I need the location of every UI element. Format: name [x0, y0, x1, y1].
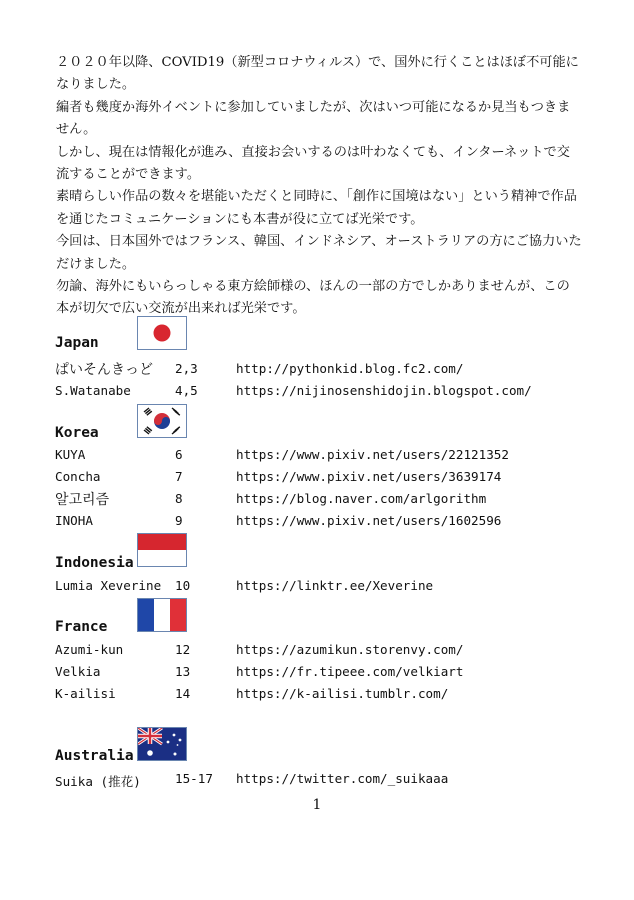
artist-url-link[interactable]: https://www.pixiv.net/users/3639174 — [236, 469, 502, 484]
artist-name: Velkia — [55, 664, 101, 679]
artist-url-link[interactable]: https://twitter.com/_suikaaa — [236, 771, 449, 786]
intro-paragraph: 今回は、日本国外ではフランス、韓国、インドネシア、オーストラリアの方にご協力いただけました。 — [56, 234, 582, 272]
list-item — [55, 361, 595, 382]
artist-name: INOHA — [55, 513, 93, 528]
artist-url-link[interactable]: https://nijinosenshidojin.blogspot.com/ — [236, 383, 532, 398]
artist-name: KUYA — [55, 447, 86, 462]
australia-flag-icon — [137, 727, 187, 761]
page-range: 4,5 — [175, 383, 198, 398]
list-item — [55, 513, 595, 534]
artist-url-link[interactable]: https://www.pixiv.net/users/1602596 — [236, 513, 502, 528]
page-range: 10 — [175, 578, 191, 593]
artist-url-link[interactable]: https://azumikun.storenvy.com/ — [236, 642, 464, 657]
intro-paragraph: 編者も幾度か海外イベントに参加していましたが、次はいつ可能になるか見当もつきません。 — [56, 99, 571, 138]
indonesia-flag-icon — [137, 533, 187, 567]
page-range: 14 — [175, 686, 191, 701]
section-heading-france: France — [55, 619, 108, 635]
list-item — [55, 491, 595, 512]
artist-url-link[interactable]: https://k-ailisi.tumblr.com/ — [236, 686, 449, 701]
artist-name: Concha — [55, 469, 101, 484]
artist-url-link[interactable]: https://blog.naver.com/arlgorithm — [236, 491, 487, 506]
list-item — [55, 469, 595, 490]
artist-url-link[interactable]: https://fr.tipeee.com/velkiart — [236, 664, 464, 679]
list-item — [55, 771, 595, 792]
page-range: 13 — [175, 664, 191, 679]
korea-flag-icon — [137, 404, 187, 438]
artist-name: ぱいそんきっど — [55, 362, 153, 378]
page-number: 1 — [312, 797, 322, 813]
list-item — [55, 686, 595, 707]
page-range: 9 — [175, 513, 183, 528]
list-item — [55, 664, 595, 685]
artist-url-link[interactable]: https://linktr.ee/Xeverine — [236, 578, 434, 593]
section-heading-japan: Japan — [55, 335, 99, 351]
intro-paragraph: 勿論、海外にもいらっしゃる東方絵師様の、ほんの一部の方でしかありませんが、この本が切欠で広い交流が出来れば光栄です。 — [56, 279, 570, 317]
artist-name: Lumia Xeverine — [55, 578, 162, 593]
france-flag-icon — [137, 598, 187, 632]
artist-name: K-ailisi — [55, 686, 116, 701]
page-range: 8 — [175, 491, 183, 506]
artist-name: 알고리즘 — [55, 492, 110, 508]
page-range: 15-17 — [175, 771, 213, 786]
artist-name: S.Watanabe — [55, 383, 131, 398]
artist-url-link[interactable]: https://www.pixiv.net/users/22121352 — [236, 447, 509, 462]
page-range: 12 — [175, 642, 191, 657]
intro-paragraph: しかし、現在は情報化が進み、直接お会いするのは叶わなくても、インターネットで交流することができます。 — [56, 144, 570, 183]
page-range: 7 — [175, 469, 183, 484]
section-heading-indonesia: Indonesia — [55, 555, 134, 571]
japan-flag-icon — [137, 316, 187, 350]
artist-name: Azumi-kun — [55, 642, 124, 657]
intro-paragraph: ２０２０年以降、COVID19（新型コロナウィルス）で、国外に行くことはほぼ不可能になりました。 — [56, 55, 579, 93]
list-item — [55, 447, 595, 468]
section-heading-australia: Australia — [55, 748, 134, 764]
page-range: 6 — [175, 447, 183, 462]
artist-name: Suika (推花) — [55, 774, 141, 789]
artist-url-link[interactable]: http://pythonkid.blog.fc2.com/ — [236, 361, 464, 376]
list-item — [55, 578, 595, 599]
page-range: 2,3 — [175, 361, 198, 376]
list-item — [55, 383, 595, 404]
intro-paragraph: 素晴らしい作品の数々を堪能いただくと同時に、「創作に国境はない」という精神で作品を通じたコミュニケーションにも本書が役に立てば光栄です。 — [56, 189, 577, 227]
section-heading-korea: Korea — [55, 425, 99, 441]
intro-text — [56, 52, 582, 321]
list-item — [55, 642, 595, 663]
